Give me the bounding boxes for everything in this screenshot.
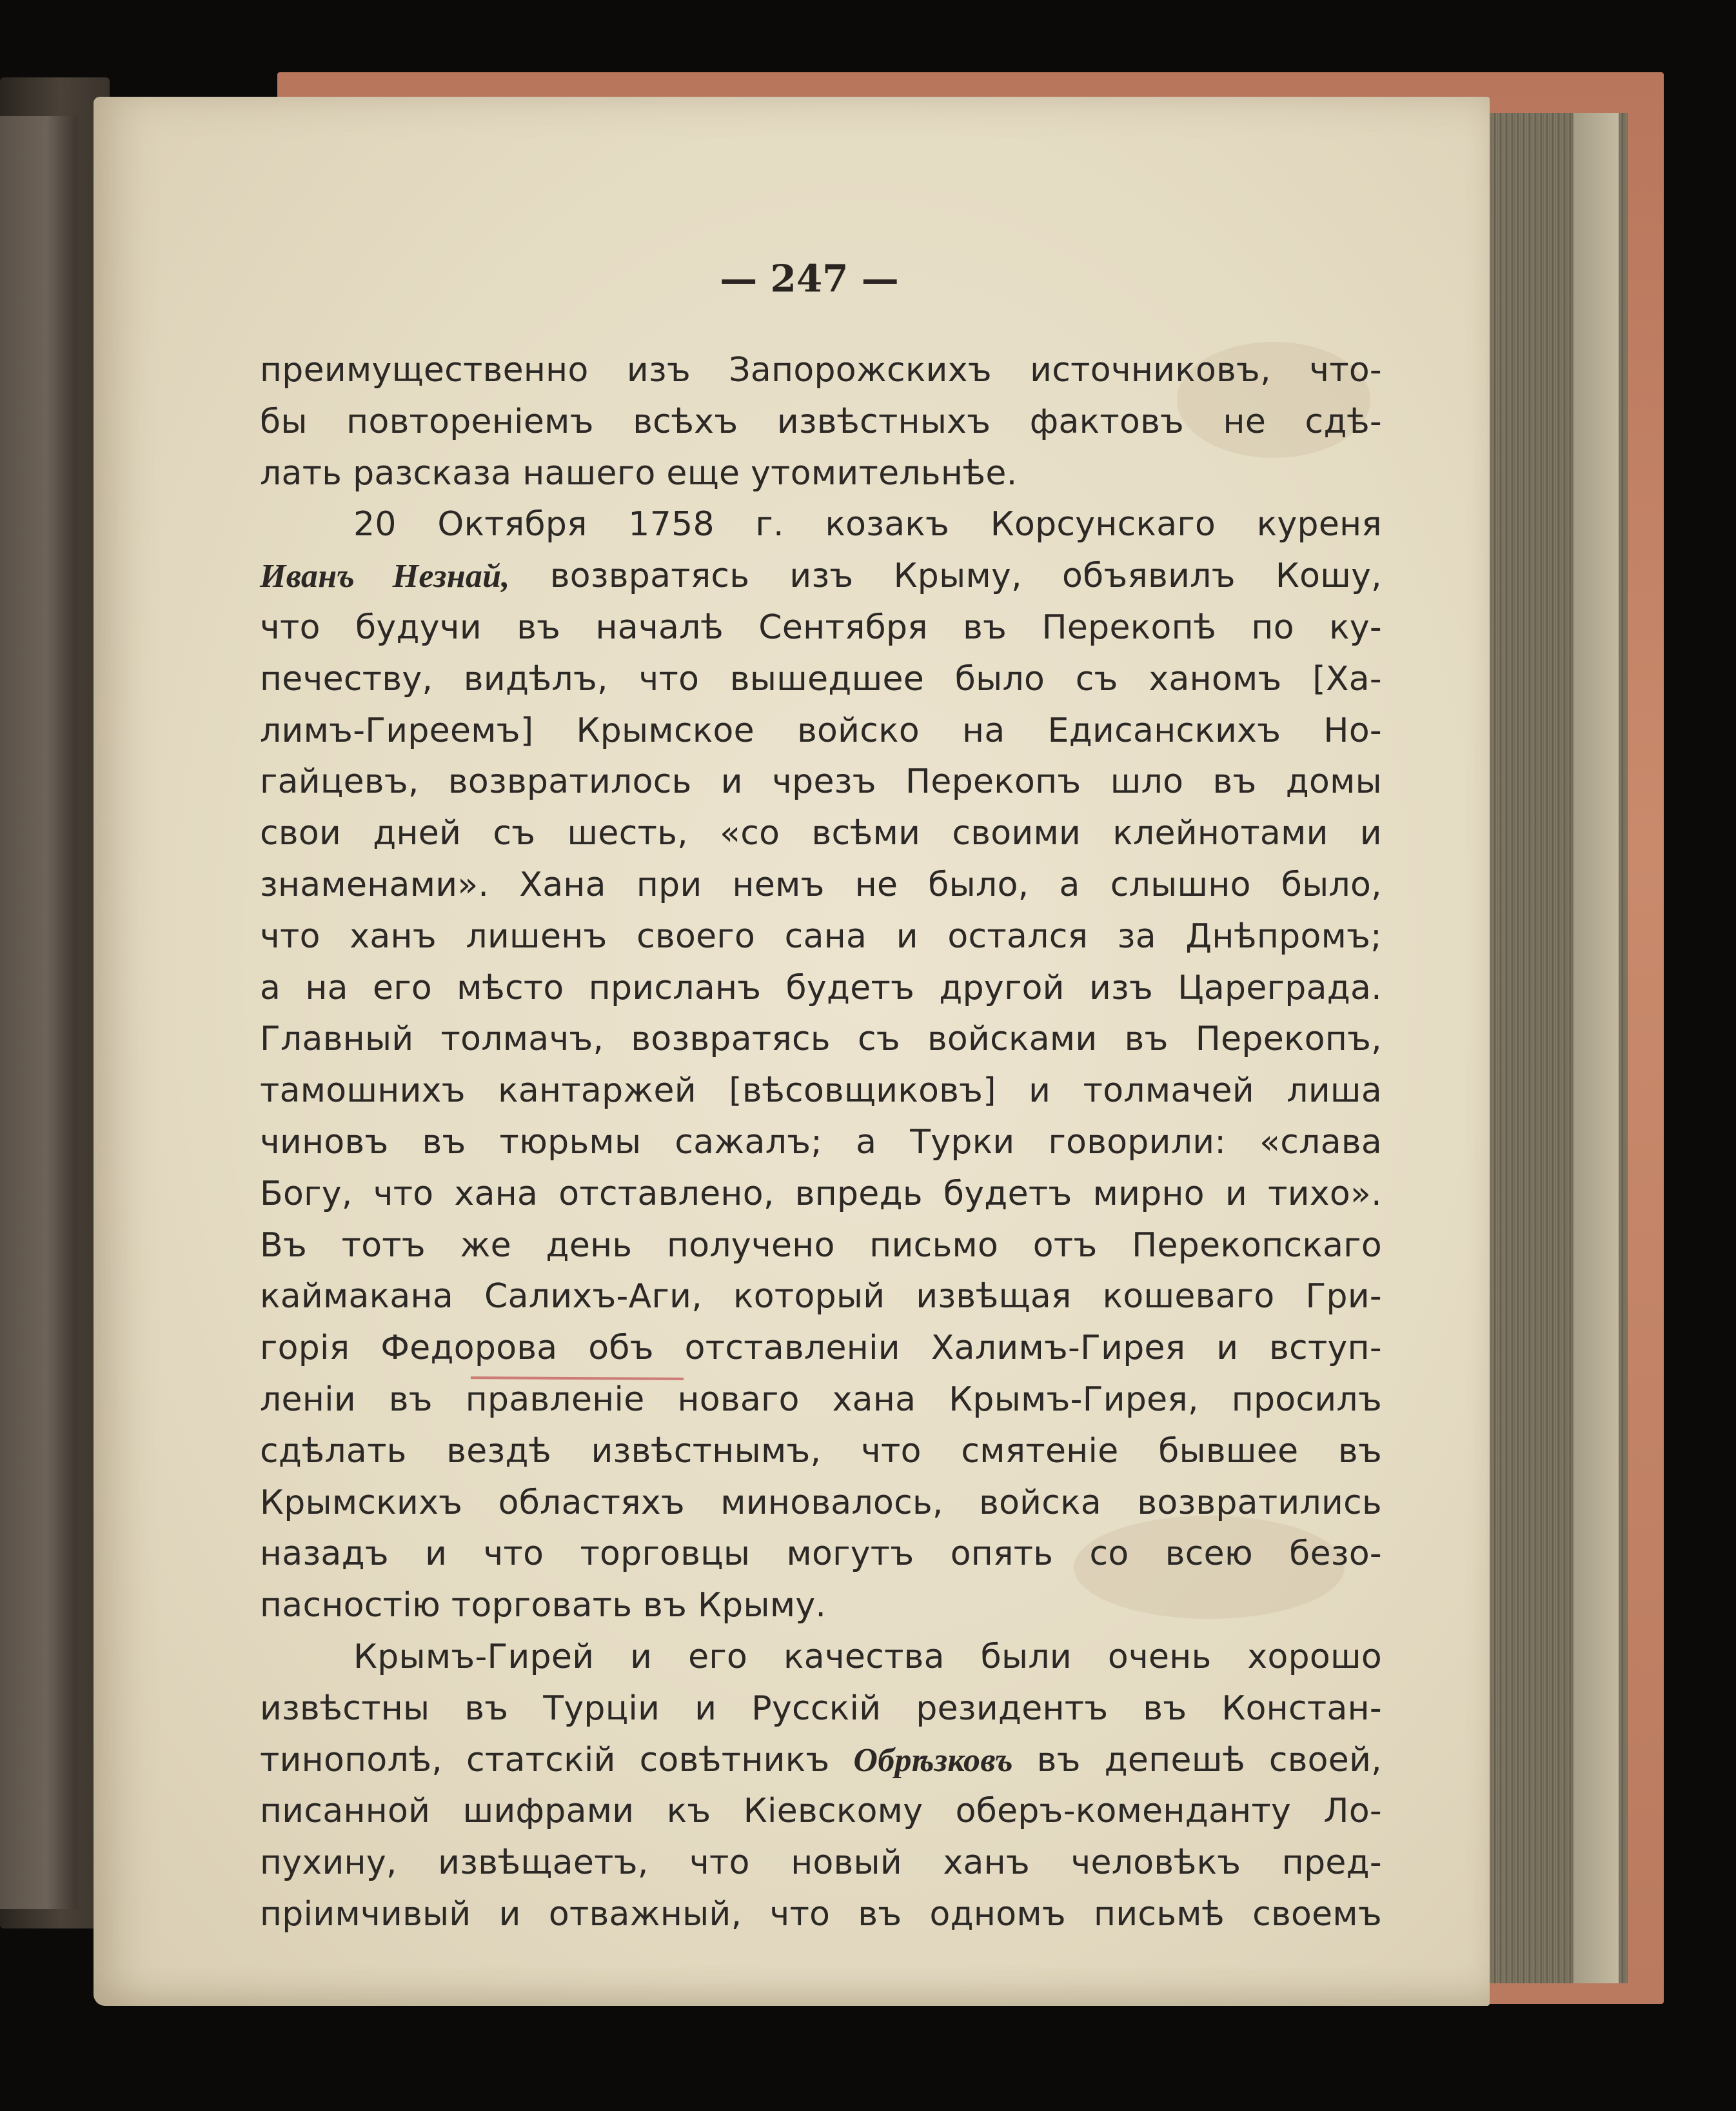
italic-name: Иванъ Незнай, [260,558,510,595]
text-line: печеству, видѣлъ, что вышедшее было съ ханомъ [Ха- [260,659,1382,699]
italic-name: Обрѣзковъ [853,1741,1013,1779]
text-line: что ханъ лишенъ своего сана и остался за Днѣпромъ; [260,917,1382,956]
text-line: пухину, извѣщаетъ, что новый ханъ человѣкъ пред- [260,1843,1382,1883]
text-line: лать разсказа нашего еще утомительнѣе. [260,453,1018,493]
text-line: леніи въ правленіе новаго хана Крымъ-Гирея, просилъ [260,1380,1382,1419]
text-line: Главный толмачъ, возвратясь съ войсками въ Перекопъ, [260,1020,1382,1059]
text-fragment: тинополѣ, статскій совѣтникъ [260,1740,854,1779]
text-line: Въ тотъ же день получено письмо отъ Перекопскаго [260,1225,1382,1265]
text-line: Богу, что хана отставлено, впредь будетъ мирно и тихо». [260,1174,1382,1213]
text-line: сдѣлать вездѣ извѣстнымъ, что смятеніе бывшее въ [260,1431,1382,1471]
book-page [94,97,1490,2006]
text-line: преимущественно изъ Запорожскихъ источниковъ, что- [260,351,1382,390]
text-line: пріимчивый и отважный, что въ одномъ письмѣ своемъ [260,1894,1382,1934]
text-line: каймакана Салихъ-Аги, который извѣщая кошеваго Гри- [260,1277,1382,1316]
text-line: писанной шифрами къ Кіевскому оберъ-коменданту Ло- [260,1792,1382,1831]
text-line: горія Федорова объ отставленіи Халимъ-Гирея и вступ- [260,1329,1382,1368]
body-text [260,345,1382,1941]
text-line: гайцевъ, возвратилось и чрезъ Перекопъ шло въ домы [260,762,1382,802]
text-line: что будучи въ началѣ Сентября въ Перекопѣ по ку- [260,608,1382,647]
text-line: назадъ и что торговцы могутъ опять со всею безо- [260,1534,1382,1574]
text-line: чиновъ въ тюрьмы сажалъ; а Турки говорили: «слава [260,1122,1382,1162]
text-line: пасностію торговать въ Крыму. [260,1586,827,1625]
text-line: Крымскихъ областяхъ миновалось, войска возвратились [260,1483,1382,1522]
text-line: знаменами». Хана при немъ не было, а слышно было, [260,865,1382,904]
text-line: извѣстны въ Турціи и Русскій резидентъ въ Констан- [260,1689,1382,1728]
text-line: бы повтореніемъ всѣхъ извѣстныхъ фактовъ не сдѣ- [260,402,1382,441]
text-line [260,551,1382,602]
text-line [260,1735,1382,1787]
left-page-edge [0,116,77,1909]
text-fragment: въ депешѣ своей, [1012,1740,1382,1779]
page-block-edges-light [1573,113,1619,1983]
text-fragment: возвратясь изъ Крыму, объявилъ Кошу, [509,557,1382,596]
text-line: тамошнихъ кантаржей [вѣсовщиковъ] и толмачей лиша [260,1071,1382,1111]
text-line: Крымъ-Гирей и его качества были очень хорошо [353,1637,1382,1676]
text-line: свои дней съ шесть, «со всѣми своими клейнотами и [260,814,1382,853]
text-line: а на его мѣсто присланъ будетъ другой изъ Цареграда. [260,968,1382,1007]
page-number: — 247 — [720,257,899,301]
text-line: 20 Октября 1758 г. козакъ Корсунскаго куреня [353,505,1382,544]
text-line: лимъ-Гиреемъ] Крымское войско на Едисанскихъ Но- [260,711,1382,750]
